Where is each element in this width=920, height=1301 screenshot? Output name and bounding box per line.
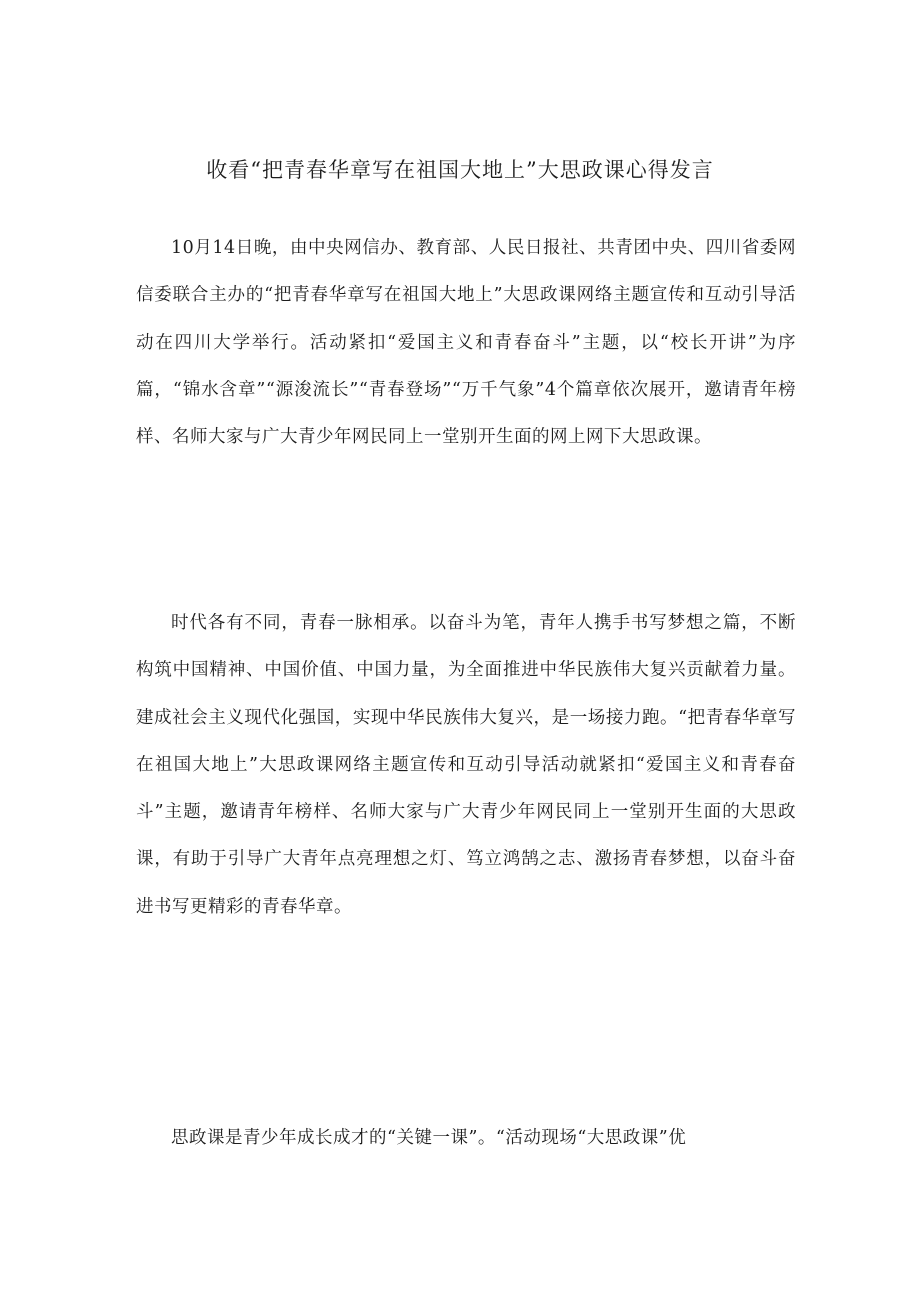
paragraph-3: 思政课是青少年成长成才的“关键一课”。“活动现场“大思政课”优 (171, 1128, 687, 1148)
paragraph-1: 10月14日晚，由中央网信办、教育部、人民日报社、共青团中央、四川省委网信委联合主办的“把青春华章写在祖国大地上”大思政课网络主题宣传和互动引导活动在四川大学举行。活动紧扣“爱国主义和青春奋斗”主题，以“校长开讲”为序篇，“锦水含章”“源浚流长”“青春登场”“万千气象”4个篇章依次展开，邀请青年榜样、名师大家与广大青少年网民同上一堂别开生面的网上网下大思政课。 (136, 238, 796, 448)
paragraph-2: 时代各有不同，青春一脉相承。以奋斗为笔，青年人携手书写梦想之篇，不断构筑中国精神、中国价值、中国力量，为全面推进中华民族伟大复兴贡献着力量。建成社会主义现代化强国，实现中华民族伟大复兴，是一场接力跑。“把青春华章写在祖国大地上”大思政课网络主题宣传和互动引导活动就紧扣“爱国主义和青春奋斗”主题，邀请青年榜样、名师大家与广大青少年网民同上一堂别开生面的大思政课，有助于引导广大青年点亮理想之灯、笃立鸿鹄之志、激扬青春梦想，以奋斗奋进书写更精彩的青春华章。 (136, 613, 796, 917)
document-title: 收看“把青春华章写在祖国大地上”大思政课心得发言 (206, 158, 714, 182)
